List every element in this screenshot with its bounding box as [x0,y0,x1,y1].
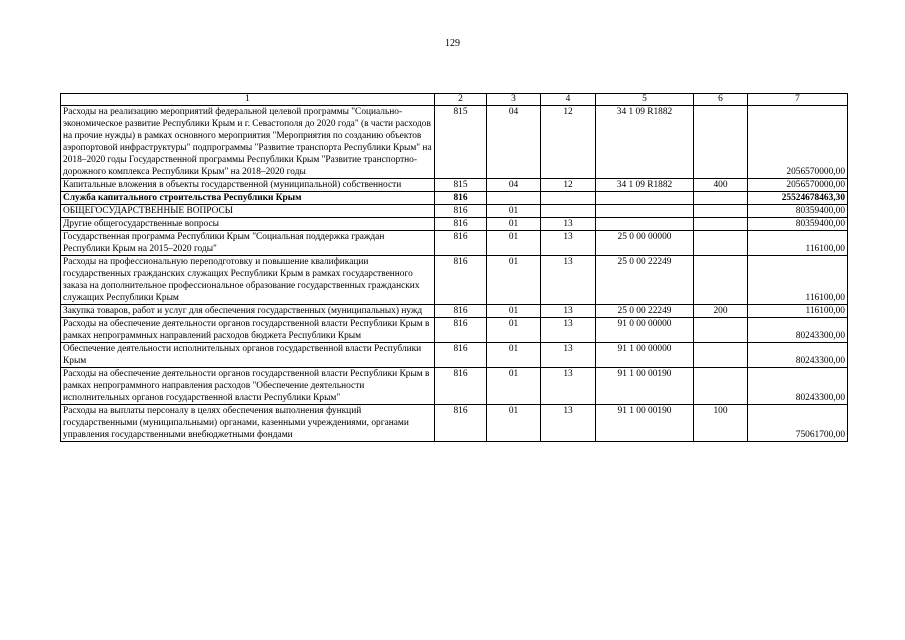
row-expense-type-cell [694,205,748,218]
row-expense-type-cell: 200 [694,305,748,318]
row-name-cell: Закупка товаров, работ и услуг для обеспечения государственных (муниципальных) нужд [61,305,435,318]
row-target-article-cell: 34 1 09 R1882 [596,106,694,179]
row-section-cell: 01 [487,256,541,305]
row-amount-cell: 80243300,00 [748,343,848,368]
row-name-cell: Капитальные вложения в объекты государственной (муниципальной) собственности [61,179,435,192]
row-section-cell: 01 [487,218,541,231]
row-name-cell: Другие общегосударственные вопросы [61,218,435,231]
row-section-cell: 04 [487,179,541,192]
header-cell: 7 [748,94,848,106]
row-subsection-cell [541,205,596,218]
row-subsection-cell: 13 [541,218,596,231]
table-row [61,218,848,231]
row-amount-cell: 80359400,00 [748,205,848,218]
header-cell: 2 [435,94,487,106]
row-amount-cell: 2056570000,00 [748,179,848,192]
table-row [61,256,848,305]
row-name-cell: Государственная программа Республики Крым "Социальная поддержка граждан Республики Крым на 2015–2020 годы" [61,231,435,256]
row-target-article-cell: 25 0 00 00000 [596,231,694,256]
row-code-cell: 816 [435,231,487,256]
table-row [61,179,848,192]
row-expense-type-cell [694,256,748,305]
row-expense-type-cell: 400 [694,179,748,192]
row-subsection-cell: 13 [541,368,596,405]
row-target-article-cell: 34 1 09 R1882 [596,179,694,192]
row-subsection-cell: 12 [541,106,596,179]
row-subsection-cell: 13 [541,318,596,343]
row-name-cell: Расходы на реализацию мероприятий федеральной целевой программы "Социально-экономическое развитие Республики Крым и г. Севастополя до 2020 года" (в части расходов на прочие нужды) в рамках основного мероприятия "Мероприятия по созданию объектов аэропортовой инфраструктуры" подпрограммы "Развитие транспорта Республики Крым" на 2018–2020 годы Государственной программы Республики Крым "Развитие транспортно-дорожного комплекса Республики Крым" на 2018–2020 годы [61,106,435,179]
row-name-cell: ОБЩЕГОСУДАРСТВЕННЫЕ ВОПРОСЫ [61,205,435,218]
row-name-cell: Служба капитального строительства Республики Крым [61,192,435,205]
row-code-cell: 816 [435,343,487,368]
row-amount-cell: 75061700,00 [748,405,848,442]
row-code-cell: 816 [435,368,487,405]
budget-table [60,93,848,442]
row-target-article-cell: 91 1 00 00190 [596,405,694,442]
row-subsection-cell: 13 [541,343,596,368]
table-row [61,318,848,343]
table-row [61,205,848,218]
row-name-cell: Расходы на обеспечение деятельности органов государственной власти Республики Крым в рамках непрограммных направлений расходов бюджета Республики Крым [61,318,435,343]
row-amount-cell: 116100,00 [748,305,848,318]
row-expense-type-cell: 100 [694,405,748,442]
row-amount-cell: 25524678463,30 [748,192,848,205]
row-code-cell: 816 [435,205,487,218]
row-amount-cell: 80359400,00 [748,218,848,231]
row-expense-type-cell [694,231,748,256]
table-row [61,343,848,368]
row-code-cell: 816 [435,192,487,205]
row-name-cell: Расходы на обеспечение деятельности органов государственной власти Республики Крым в рамках непрограммного направления расходов "Обеспечение деятельности исполнительных органов государственной власти Республики Крым" [61,368,435,405]
row-target-article-cell: 25 0 00 22249 [596,305,694,318]
row-subsection-cell [541,192,596,205]
row-name-cell: Расходы на выплаты персоналу в целях обеспечения выполнения функций государственными (муниципальными) органами, казенными учреждениями, органами управления государственными внебюджетными фондами [61,405,435,442]
row-subsection-cell: 13 [541,405,596,442]
page-number: 129 [445,38,460,49]
table-row [61,405,848,442]
row-section-cell: 01 [487,231,541,256]
row-section-cell: 01 [487,343,541,368]
row-target-article-cell [596,218,694,231]
row-expense-type-cell [694,318,748,343]
table-row [61,231,848,256]
table-row [61,192,848,205]
row-subsection-cell: 13 [541,305,596,318]
row-expense-type-cell [694,192,748,205]
table-row [61,305,848,318]
header-cell: 1 [61,94,435,106]
row-code-cell: 815 [435,179,487,192]
row-subsection-cell: 12 [541,179,596,192]
row-code-cell: 816 [435,218,487,231]
row-amount-cell: 80243300,00 [748,368,848,405]
row-amount-cell: 80243300,00 [748,318,848,343]
header-cell: 5 [596,94,694,106]
row-target-article-cell [596,205,694,218]
row-name-cell: Обеспечение деятельности исполнительных органов государственной власти Республики Крым [61,343,435,368]
row-subsection-cell: 13 [541,231,596,256]
row-expense-type-cell [694,218,748,231]
row-expense-type-cell [694,106,748,179]
row-target-article-cell: 91 0 00 00000 [596,318,694,343]
row-section-cell: 01 [487,368,541,405]
row-expense-type-cell [694,368,748,405]
header-cell: 4 [541,94,596,106]
row-section-cell [487,192,541,205]
table-row [61,106,848,179]
row-amount-cell: 116100,00 [748,256,848,305]
row-target-article-cell: 25 0 00 22249 [596,256,694,305]
row-section-cell: 01 [487,405,541,442]
row-section-cell: 04 [487,106,541,179]
table-row [61,368,848,405]
row-code-cell: 816 [435,405,487,442]
row-target-article-cell [596,192,694,205]
header-cell: 3 [487,94,541,106]
header-cell: 6 [694,94,748,106]
row-code-cell: 816 [435,305,487,318]
row-amount-cell: 2056570000,00 [748,106,848,179]
header-row [61,94,848,106]
row-amount-cell: 116100,00 [748,231,848,256]
row-name-cell: Расходы на профессиональную переподготовку и повышение квалификации государственных гражданских служащих Республики Крым в рамках государственного заказа на дополнительное профессиональное образование государственных гражданских служащих Республики Крым [61,256,435,305]
row-code-cell: 815 [435,106,487,179]
row-target-article-cell: 91 1 00 00000 [596,343,694,368]
row-section-cell: 01 [487,305,541,318]
row-code-cell: 816 [435,256,487,305]
row-expense-type-cell [694,343,748,368]
row-subsection-cell: 13 [541,256,596,305]
row-section-cell: 01 [487,318,541,343]
row-target-article-cell: 91 1 00 00190 [596,368,694,405]
row-section-cell: 01 [487,205,541,218]
row-code-cell: 816 [435,318,487,343]
